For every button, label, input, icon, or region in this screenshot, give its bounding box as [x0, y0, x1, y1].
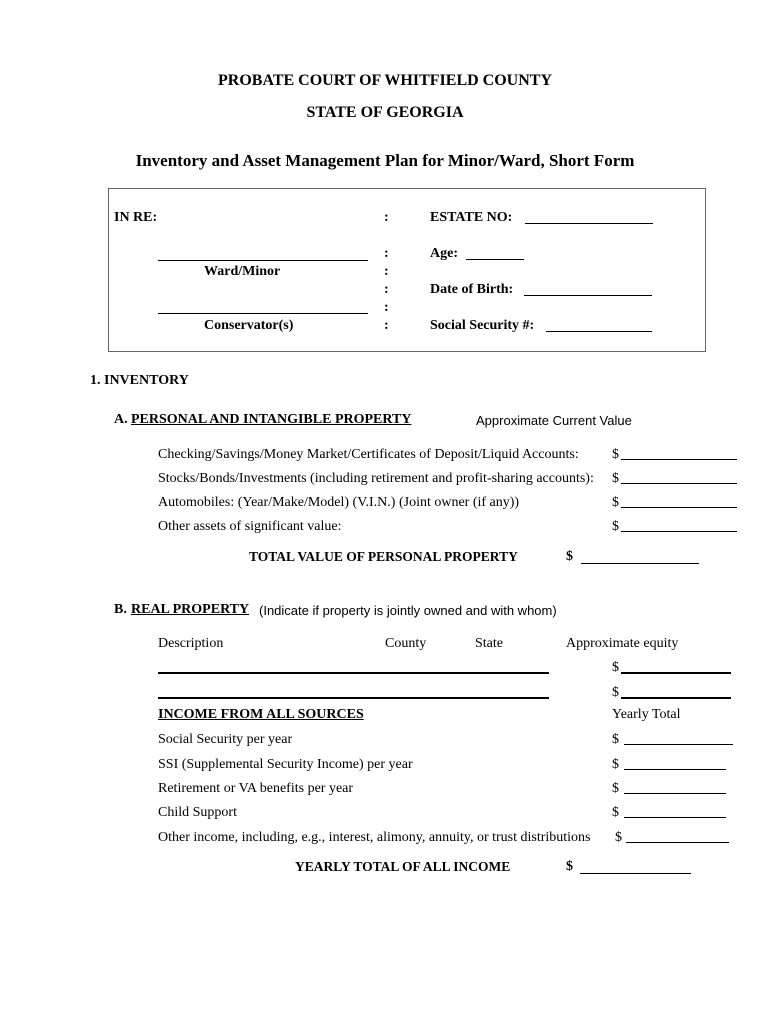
currency-sign: $: [612, 660, 619, 675]
income-title: INCOME FROM ALL SOURCES: [158, 707, 364, 722]
estate-no-label: ESTATE NO:: [430, 210, 513, 225]
caption-colon: :: [384, 210, 389, 225]
caption-colon: :: [384, 300, 389, 315]
currency-sign: $: [612, 781, 619, 796]
yearly-total-header: Yearly Total: [612, 707, 681, 722]
income-row-label: Other income, including, e.g., interest, alimony, annuity, or trust distributions: [158, 830, 591, 845]
income-row-label: Child Support: [158, 805, 237, 820]
caption-box: [108, 188, 706, 352]
caption-colon: :: [384, 282, 389, 297]
ward-minor-label: Ward/Minor: [204, 264, 281, 279]
social-security-value-field[interactable]: [624, 744, 733, 745]
col-county: County: [385, 636, 427, 651]
col-description: Description: [158, 636, 224, 651]
personal-row-label: Stocks/Bonds/Investments (including retirement and profit-sharing accounts):: [158, 471, 594, 486]
currency-sign: $: [615, 830, 622, 845]
section-a-prefix: A.: [114, 412, 128, 427]
currency-sign: $: [612, 732, 619, 747]
in-re-label: IN RE:: [114, 210, 158, 225]
conservator-name-field[interactable]: [158, 313, 368, 314]
conservators-label: Conservator(s): [204, 318, 294, 333]
retirement-value-field[interactable]: [624, 793, 726, 794]
currency-sign: $: [566, 859, 573, 874]
section-b-note: (Indicate if property is jointly owned and with whom): [259, 603, 557, 618]
form-title: Inventory and Asset Management Plan for Minor/Ward, Short Form: [135, 151, 635, 170]
currency-sign: $: [612, 471, 619, 486]
ssi-value-field[interactable]: [624, 769, 726, 770]
liquid-accounts-value-field[interactable]: [621, 459, 737, 460]
ssn-label: Social Security #:: [430, 318, 535, 333]
currency-sign: $: [612, 805, 619, 820]
age-field[interactable]: [466, 259, 524, 260]
col-approx-equity: Approximate equity: [566, 636, 679, 651]
personal-total-field[interactable]: [581, 563, 699, 564]
income-total-label: YEARLY TOTAL OF ALL INCOME: [295, 859, 511, 874]
currency-sign: $: [566, 549, 573, 564]
section-b-title: REAL PROPERTY: [131, 602, 250, 617]
date-of-birth-field[interactable]: [524, 295, 652, 296]
ward-minor-name-field[interactable]: [158, 260, 368, 261]
section-b-prefix: B.: [114, 602, 127, 617]
age-label: Age:: [430, 246, 458, 261]
currency-sign: $: [612, 519, 619, 534]
other-income-value-field[interactable]: [626, 842, 729, 843]
real-property-equity-field[interactable]: [621, 672, 731, 674]
personal-total-label: TOTAL VALUE OF PERSONAL PROPERTY: [249, 549, 518, 564]
court-name: PROBATE COURT OF WHITFIELD COUNTY: [218, 72, 552, 89]
child-support-value-field[interactable]: [624, 817, 726, 818]
approx-current-value-header: Approximate Current Value: [476, 413, 632, 428]
automobiles-value-field[interactable]: [621, 507, 737, 508]
currency-sign: $: [612, 685, 619, 700]
real-property-description-field[interactable]: [158, 672, 549, 674]
date-of-birth-label: Date of Birth:: [430, 282, 514, 297]
income-row-label: Social Security per year: [158, 732, 293, 747]
investments-value-field[interactable]: [621, 483, 737, 484]
state-name: STATE OF GEORGIA: [306, 104, 464, 121]
section-a-title: PERSONAL AND INTANGIBLE PROPERTY: [131, 412, 412, 427]
caption-colon: :: [384, 264, 389, 279]
income-total-field[interactable]: [580, 873, 691, 874]
col-state: State: [475, 636, 503, 651]
estate-no-field[interactable]: [525, 223, 653, 224]
currency-sign: $: [612, 757, 619, 772]
inventory-heading: 1. INVENTORY: [90, 373, 189, 388]
income-row-label: SSI (Supplemental Security Income) per year: [158, 757, 413, 772]
personal-row-label: Automobiles: (Year/Make/Model) (V.I.N.) (Joint owner (if any)): [158, 495, 520, 510]
caption-colon: :: [384, 318, 389, 333]
personal-row-label: Checking/Savings/Money Market/Certificates of Deposit/Liquid Accounts:: [158, 447, 579, 462]
income-row-label: Retirement or VA benefits per year: [158, 781, 354, 796]
real-property-description-field[interactable]: [158, 697, 549, 699]
currency-sign: $: [612, 495, 619, 510]
personal-row-label: Other assets of significant value:: [158, 519, 342, 534]
currency-sign: $: [612, 447, 619, 462]
caption-colon: :: [384, 246, 389, 261]
other-assets-value-field[interactable]: [621, 531, 737, 532]
ssn-field[interactable]: [546, 331, 652, 332]
real-property-equity-field[interactable]: [621, 697, 731, 699]
